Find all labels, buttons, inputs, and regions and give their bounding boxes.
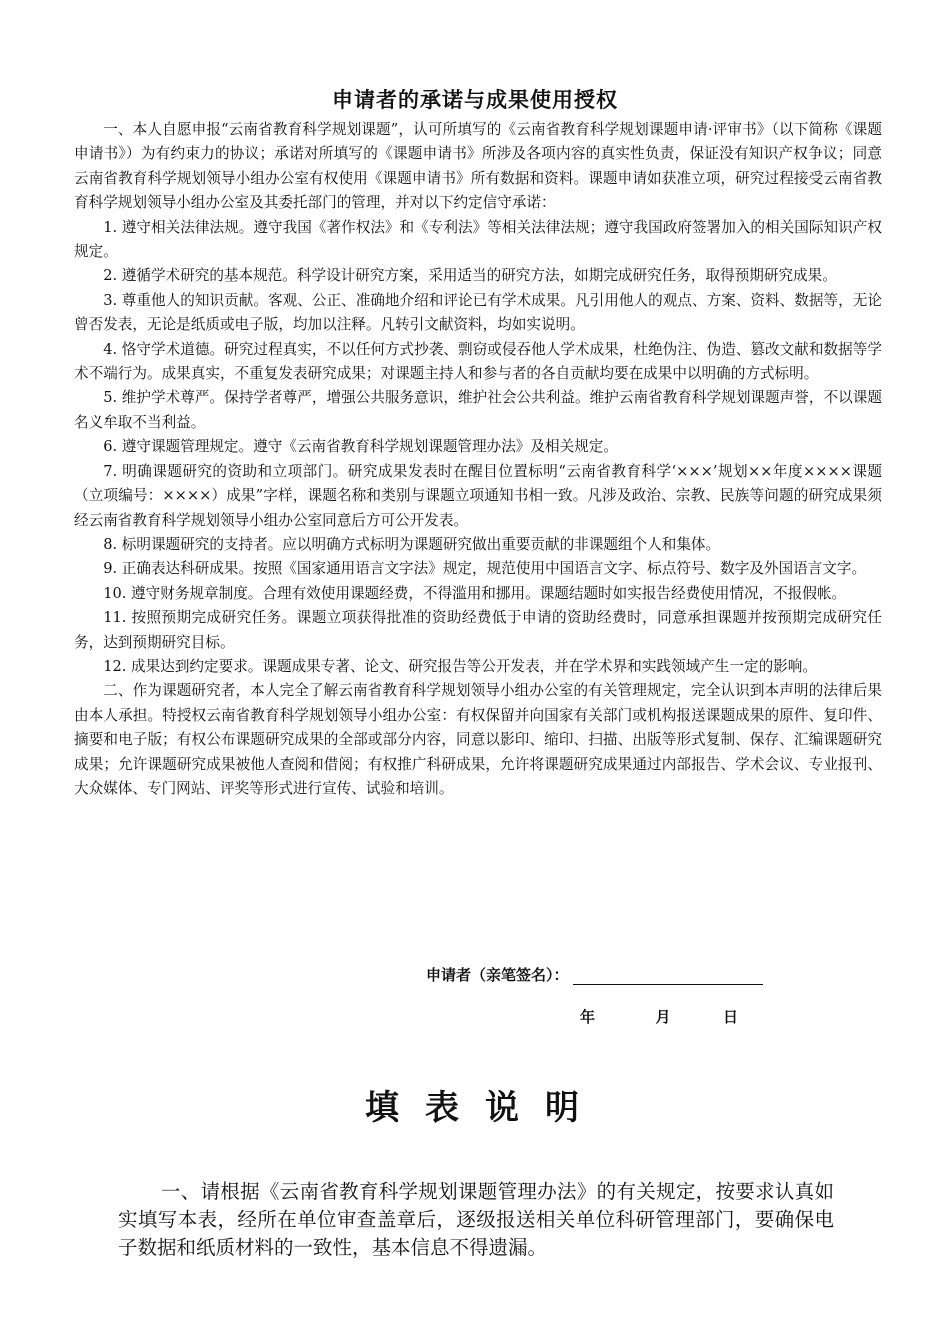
commitment-paragraph: 8. 标明课题研究的支持者。应以明确方式标明为课题研究做出重要贡献的非课题组个人和集体。 <box>103 535 721 553</box>
commitment-paragraph: 3. 尊重他人的知识贡献。客观、公正、准确地介绍和评论已有学术成果。凡引用他人的观点、方案、资料、数据等，无论曾否发表，无论是纸质或电子版，均加以注释。凡转引文献资料，均如实说明。 <box>74 291 882 334</box>
instructions-title: 填表说明 <box>365 1088 605 1128</box>
date-month: 月 <box>655 1008 671 1026</box>
instructions-paragraph: 一、请根据《云南省教育科学规划课题管理办法》的有关规定，按要求认真如实填写本表，经所在单位审查盖章后，逐级报送相关单位科研管理部门，要确保电子数据和纸质材料的一致性，基本信息不得遗漏。 <box>118 1180 834 1259</box>
commitment-paragraph: 1. 遵守相关法律法规。遵守我国《著作权法》和《专利法》等相关法律法规；遵守我国政府签署加入的相关国际知识产权规定。 <box>74 218 882 261</box>
signature-line <box>573 966 763 985</box>
commitment-paragraph: 4. 恪守学术道德。研究过程真实，不以任何方式抄袭、剽窃或侵吞他人学术成果，杜绝伪注、伪造、篡改文献和数据等学术不端行为。成果真实，不重复发表研究成果；对课题主持人和参与者的各自贡献均要在成果中以明确的方式标明。 <box>74 340 882 383</box>
commitment-paragraph: 9. 正确表达科研成果。按照《国家通用语言文字法》规定，规范使用中国语言文字、标点符号、数字及外国语言文字。 <box>103 560 867 578</box>
commitment-body <box>74 118 882 801</box>
date-day: 日 <box>722 1008 738 1026</box>
commitment-paragraph: 11. 按照预期完成研究任务。课题立项获得批准的资助经费低于申请的资助经费时，同意承担课题并按预期完成研究任务，达到预期研究目标。 <box>74 609 882 651</box>
commitment-title: 申请者的承诺与成果使用授权 <box>332 88 618 112</box>
instructions-body <box>118 1178 834 1262</box>
commitment-paragraph: 一、本人自愿申报“云南省教育科学规划课题”，认可所填写的《云南省教育科学规划课题申请·评审书》（以下简称《课题申请书》）为有约束力的协议；承诺对所填写的《课题申请书》所涉及各项内容的真实性负责，保证没有知识产权争议；同意云南省教育科学规划领导小组办公室有权使用《课题申请书》所有数据和资料。课题申请如获准立项，研究过程接受云南省教育科学规划领导小组办公室及其委托部门的管理，并对以下约定信守承诺： <box>74 121 882 212</box>
commitment-paragraph: 6. 遵守课题管理规定。遵守《云南省教育科学规划课题管理办法》及相关规定。 <box>103 438 618 456</box>
commitment-paragraph: 12. 成果达到约定要求。课题成果专著、论文、研究报告等公开发表，并在学术界和实践领域产生一定的影响。 <box>103 657 817 675</box>
commitment-paragraph: 5. 维护学术尊严。保持学者尊严，增强公共服务意识，维护社会公共利益。维护云南省教育科学规划课题声誉，不以课题名义牟取不当利益。 <box>74 389 882 431</box>
commitment-paragraph: 7. 明确课题研究的资助和立项部门。研究成果发表时在醒目位置标明“云南省教育科学‘×××’规划××年度××××课题（立项编号：××××）成果”字样，课题名称和类别与课题立项通知书相一致。凡涉及政治、宗教、民族等问题的研究成果须经云南省教育科学规划领导小组办公室同意后方可公开发表。 <box>74 462 882 529</box>
signature-row <box>426 964 826 985</box>
date-year: 年 <box>580 1008 596 1026</box>
commitment-paragraph: 2. 遵循学术研究的基本规范。科学设计研究方案，采用适当的研究方法，如期完成研究任务，取得预期研究成果。 <box>103 267 837 285</box>
signature-label: 申请者（亲笔签名）： <box>426 966 569 984</box>
commitment-paragraph: 二、作为课题研究者，本人完全了解云南省教育科学规划领导小组办公室的有关管理规定，完全认识到本声明的法律后果由本人承担。特授权云南省教育科学规划领导小组办公室：有权保留并向国家有关部门或机构报送课题成果的原件、复印件、摘要和电子版；有权公布课题研究成果的全部或部分内容，同意以影印、缩印、扫描、出版等形式复制、保存、汇编课题研究成果；允许课题研究成果被他人查阅和借阅；有权推广科研成果，允许将课题研究成果通过内部报告、学术会议、专业报刊、大众媒体、专门网站、评奖等形式进行宣传、试验和培训。 <box>74 682 882 797</box>
date-row <box>580 1006 738 1027</box>
commitment-paragraph: 10. 遵守财务规章制度。合理有效使用课题经费，不得滥用和挪用。课题结题时如实报告经费使用情况，不报假帐。 <box>103 584 847 602</box>
